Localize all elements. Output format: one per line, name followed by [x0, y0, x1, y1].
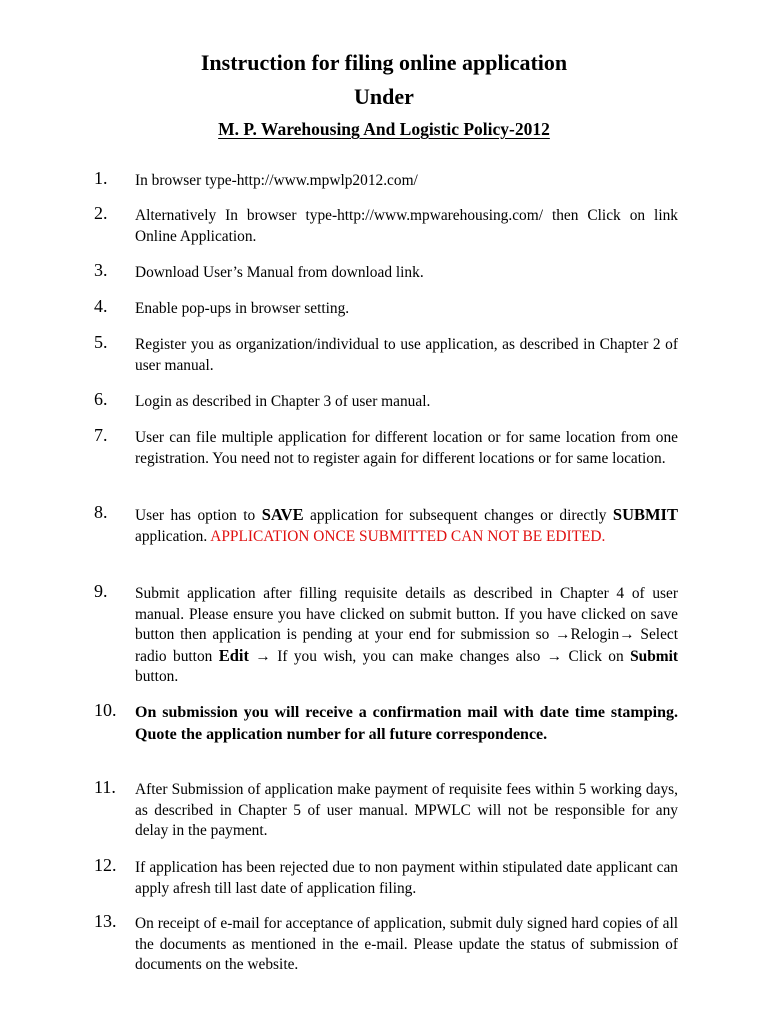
item-8-text-3: application.: [135, 527, 211, 545]
list-item: [94, 777, 678, 842]
item-number: 6.: [94, 389, 108, 409]
save-keyword: SAVE: [261, 505, 304, 524]
document-subtitle: [0, 118, 768, 140]
item-number: 12.: [94, 855, 117, 875]
list-item: [94, 581, 679, 688]
item-text: Login as described in Chapter 3 of user manual.: [135, 393, 431, 410]
list-item: [94, 296, 678, 320]
item-text: After Submission of application make payment of requisite fees within 5 working days, as described in Chapter 5 of user manual. MPWLC will not be responsible for any delay in the payment.: [135, 781, 678, 840]
item-number: 7.: [94, 425, 108, 445]
item-8-text-1: User has option to: [135, 507, 262, 524]
list-item: [94, 260, 678, 284]
arrow-right-icon: →: [249, 647, 271, 665]
list-item: [94, 389, 678, 413]
item-number: 13.: [94, 911, 117, 931]
arrow-right-icon: →: [619, 626, 635, 644]
item-9-text-5: Click on: [562, 647, 631, 665]
item-text: Alternatively In browser type-http://www.mpwarehousing.com/ then Click on link Online Application.: [135, 207, 678, 245]
list-item: [94, 855, 678, 899]
item-text: [135, 505, 678, 547]
warning-text: APPLICATION ONCE SUBMITTED CAN NOT BE EDITED.: [210, 527, 606, 545]
subtitle-text: M. P. Warehousing And Logistic Policy-2012: [218, 119, 550, 139]
item-text: In browser type-http://www.mpwlp2012.com/: [135, 172, 418, 189]
item-number: 10.: [94, 700, 117, 720]
item-9-text-6: button.: [135, 668, 179, 686]
list-item: [94, 702, 678, 745]
item-number: 1.: [94, 168, 108, 188]
item-number: 11.: [94, 777, 116, 797]
item-text: Enable pop-ups in browser setting.: [135, 300, 350, 317]
item-8-text-2: application for subsequent changes or directly: [303, 507, 613, 524]
item-number: 8.: [94, 502, 108, 522]
submit-keyword: SUBMIT: [612, 505, 678, 524]
item-text: Register you as organization/individual to use application, as described in Chapter 2 of user manual.: [135, 336, 678, 374]
item-number: 4.: [94, 296, 108, 316]
item-number: 5.: [94, 332, 108, 352]
item-9-text-3: Select radio button: [135, 626, 679, 665]
item-text: [135, 584, 678, 688]
document-title-under: Under: [354, 84, 414, 109]
item-text: User can file multiple application for different location or for same location from one registration. You need not to register again for different locations or for same location.: [135, 429, 678, 467]
arrow-right-icon: →: [546, 647, 563, 665]
item-text: If application has been rejected due to non payment within stipulated date applicant can apply afresh till last date of application filing.: [135, 859, 678, 897]
item-9-text-2: Relogin: [570, 626, 620, 644]
arrow-right-icon: →: [555, 626, 571, 644]
list-item: [94, 168, 678, 192]
list-item: [94, 332, 678, 376]
item-number: 3.: [94, 260, 108, 280]
item-number: 9.: [94, 581, 108, 601]
list-item: [94, 911, 678, 976]
edit-keyword: Edit: [218, 645, 250, 665]
item-text: On receipt of e-mail for acceptance of application, submit duly signed hard copies of all the documents as mentioned in the e-mail. Please update the status of submission of documents on the website.: [135, 915, 678, 974]
document-title: Instruction for filing online application: [200, 50, 568, 75]
list-item: [94, 425, 678, 469]
item-text: Download User’s Manual from download link.: [135, 264, 424, 281]
item-number: 2.: [94, 203, 108, 223]
item-text: On submission you will receive a confirmation mail with date time stamping. Quote the application number for all future correspondence.: [135, 704, 678, 743]
list-item: [94, 203, 678, 247]
item-9-text-4: If you wish, you can make changes also: [270, 647, 547, 665]
list-item: [94, 502, 678, 547]
item-9-text-1: Submit application after filling requisite details as described in Chapter 4 of user manual. Please ensure you have clicked on submit button. If you have clicked on save button then application is pending at your end for submission so: [135, 585, 678, 644]
submit-button-keyword: Submit: [630, 647, 678, 665]
